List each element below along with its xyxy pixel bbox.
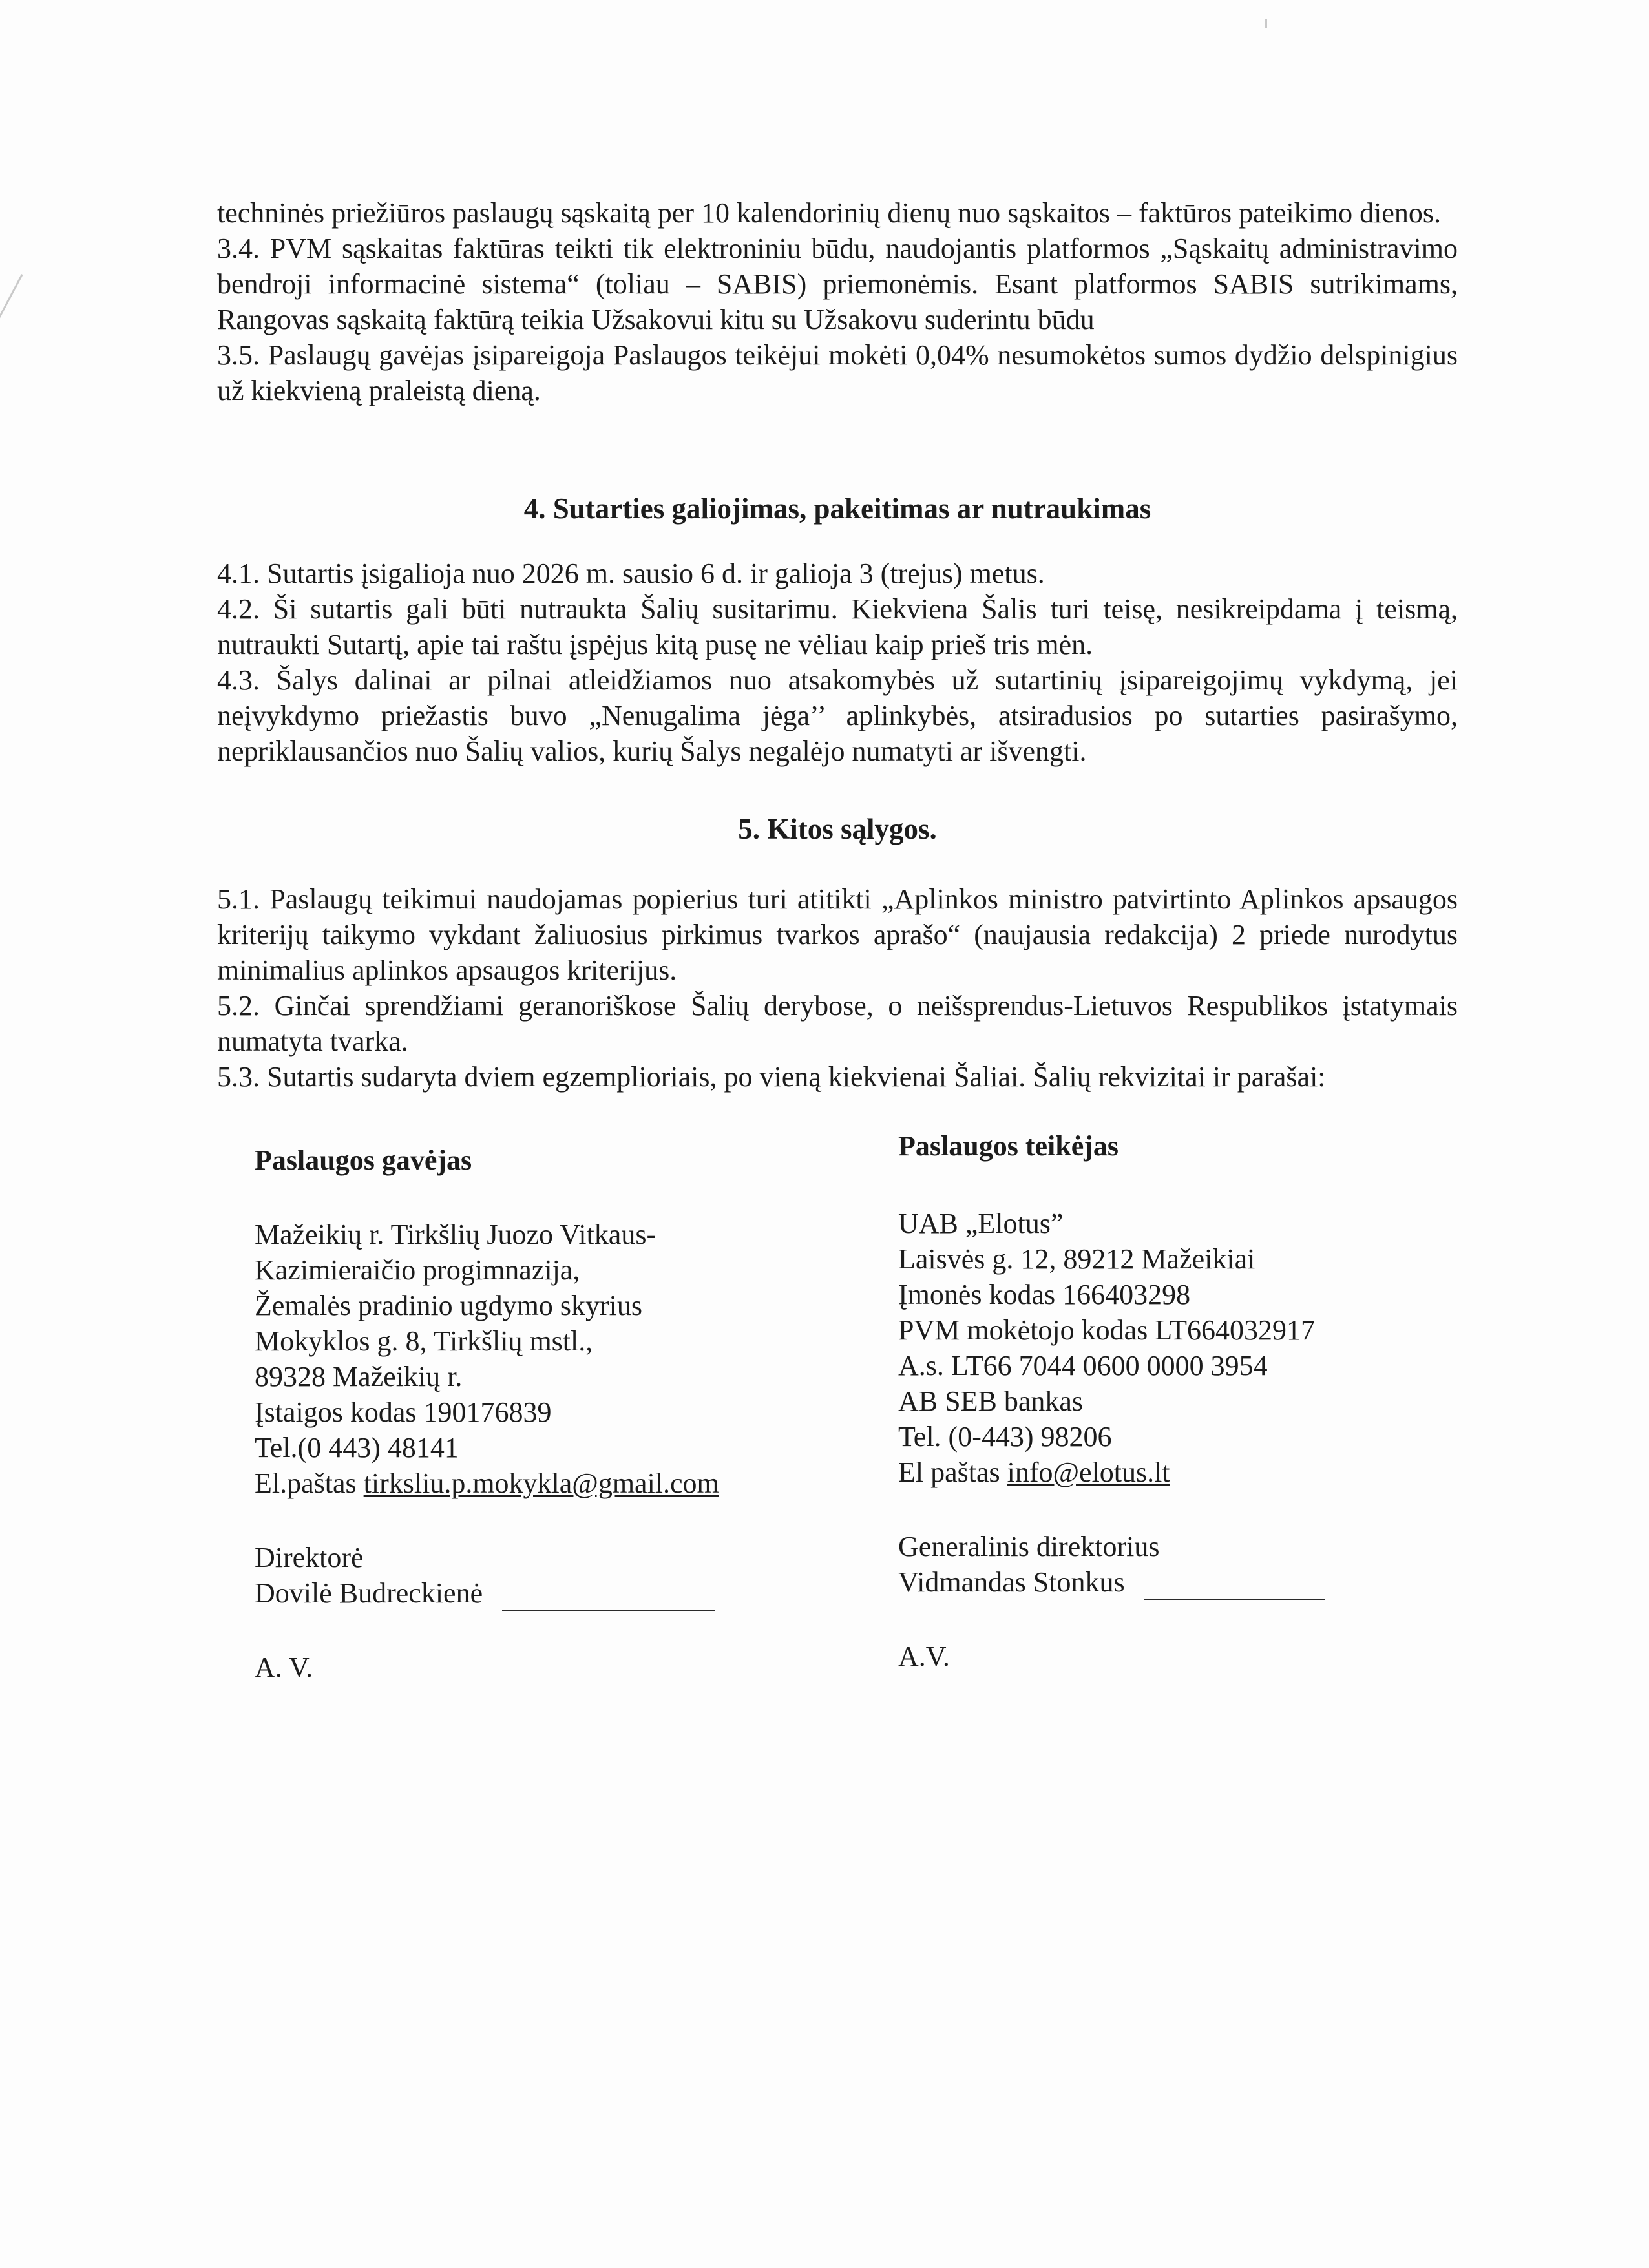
provider-block: [898, 1128, 1480, 1674]
receiver-line: Mažeikių r. Tirkšlių Juozo Vitkaus-: [255, 1219, 656, 1250]
scan-mark: [0, 274, 23, 320]
receiver-email-line: [255, 1465, 836, 1501]
provider-title: Paslaugos teikėjas: [898, 1130, 1119, 1162]
paragraph-3-4: 3.4. PVM sąskaitas faktūras teikti tik elektroniniu būdu, naudojantis platformos „Sąskaitų administravimo bendroji informacinė sistema“ (toliau – SABIS) priemonėmis. Esant platformos SABIS sutrikimams, Rangovas sąskaitą faktūrą teikia Užsakovui kitu su Užsakovu suderintu būdu: [217, 233, 1458, 335]
provider-line: Tel. (0-443) 98206: [898, 1421, 1112, 1453]
receiver-line: Mokyklos g. 8, Tirkšlių mstl.,: [255, 1325, 593, 1357]
receiver-signer: Dovilė Budreckienė: [255, 1577, 483, 1609]
provider-email-link[interactable]: info@elotus.lt: [1007, 1456, 1170, 1488]
receiver-title: Paslaugos gavėjas: [255, 1144, 472, 1176]
provider-signer-line: [898, 1564, 1480, 1600]
section5-text: [217, 881, 1458, 1095]
receiver-signer-line: [255, 1575, 836, 1611]
paragraph-4-2: 4.2. Ši sutartis gali būti nutraukta Šalių susitarimu. Kiekviena Šalis turi teisę, nesikreipdama į teismą, nutraukti Sutartį, apie tai raštu įspėjus kitą pusę ne vėliau kaip prieš tris mėn.: [217, 593, 1458, 660]
receiver-line: Kazimieraičio progimnazija,: [255, 1254, 580, 1286]
receiver-email-label: El.paštas: [255, 1467, 364, 1499]
provider-signer: Vidmandas Stonkus: [898, 1566, 1125, 1598]
provider-signature-line: [1144, 1573, 1325, 1600]
provider-line: A.s. LT66 7044 0600 0000 3954: [898, 1350, 1268, 1381]
provider-line: PVM mokėtojo kodas LT664032917: [898, 1314, 1315, 1346]
provider-email-label: El paštas: [898, 1456, 1007, 1488]
paragraph-5-2: 5.2. Ginčai sprendžiami geranoriškose Šalių derybose, o neišsprendus-Lietuvos Respublikos įstatymais numatyta tvarka.: [217, 990, 1458, 1057]
paragraph-5-3: 5.3. Sutartis sudaryta dviem egzemplioriais, po vieną kiekvienai Šaliai. Šalių rekvizitai ir parašai:: [217, 1061, 1326, 1093]
section3-text: [217, 195, 1458, 408]
paragraph-3-3-tail: techninės priežiūros paslaugų sąskaitą per 10 kalendorinių dienų nuo sąskaitos – faktūros pateikimo dienos.: [217, 197, 1441, 229]
provider-line: AB SEB bankas: [898, 1385, 1083, 1417]
section4-heading: 4. Sutarties galiojimas, pakeitimas ar nutraukimas: [523, 492, 1151, 525]
receiver-block: [255, 1142, 836, 1685]
provider-line: Įmonės kodas 166403298: [898, 1279, 1191, 1310]
receiver-line: 89328 Mažeikių r.: [255, 1361, 463, 1392]
section5-heading: 5. Kitos sąlygos.: [738, 813, 937, 845]
provider-line: UAB „Elotus”: [898, 1208, 1064, 1239]
receiver-line: Įstaigos kodas 190176839: [255, 1396, 552, 1428]
section4-text: [217, 556, 1458, 769]
provider-stamp: A.V.: [898, 1641, 950, 1672]
provider-line: Laisvės g. 12, 89212 Mažeikiai: [898, 1243, 1255, 1275]
scan-mark: [1265, 19, 1267, 28]
receiver-email-link[interactable]: tirksliu.p.mokykla@gmail.com: [363, 1467, 719, 1499]
receiver-stamp: A. V.: [255, 1652, 313, 1683]
paragraph-5-1: 5.1. Paslaugų teikimui naudojamas popierius turi atitikti „Aplinkos ministro patvirtinto Aplinkos apsaugos kriterijų taikymo vykdant žaliuosius pirkimus tvarkos aprašo“ (naujausia redakcija) 2 priede nurodytus minimalius aplinkos apsaugos kriterijus.: [217, 883, 1458, 986]
receiver-line: Tel.(0 443) 48141: [255, 1432, 459, 1464]
provider-role: Generalinis direktorius: [898, 1531, 1160, 1562]
receiver-role: Direktorė: [255, 1542, 364, 1573]
receiver-signature-line: [502, 1584, 715, 1611]
provider-email-line: [898, 1454, 1480, 1490]
paragraph-4-1: 4.1. Sutartis įsigalioja nuo 2026 m. sausio 6 d. ir galioja 3 (trejus) metus.: [217, 558, 1045, 589]
paragraph-4-3: 4.3. Šalys dalinai ar pilnai atleidžiamos nuo atsakomybės už sutartinių įsipareigojimų vykdymą, jei neįvykdymo priežastis buvo „Nenugalima jėga’’ aplinkybės, atsiradusios po sutarties pasirašymo, nepriklausančios nuo Šalių valios, kurių Šalys negalėjo numatyti ar išvengti.: [217, 664, 1458, 767]
paragraph-3-5: 3.5. Paslaugų gavėjas įsipareigoja Paslaugos teikėjui mokėti 0,04% nesumokėtos sumos dydžio delspinigius už kiekvieną praleistą dieną.: [217, 339, 1458, 406]
receiver-line: Žemalės pradinio ugdymo skyrius: [255, 1290, 643, 1321]
